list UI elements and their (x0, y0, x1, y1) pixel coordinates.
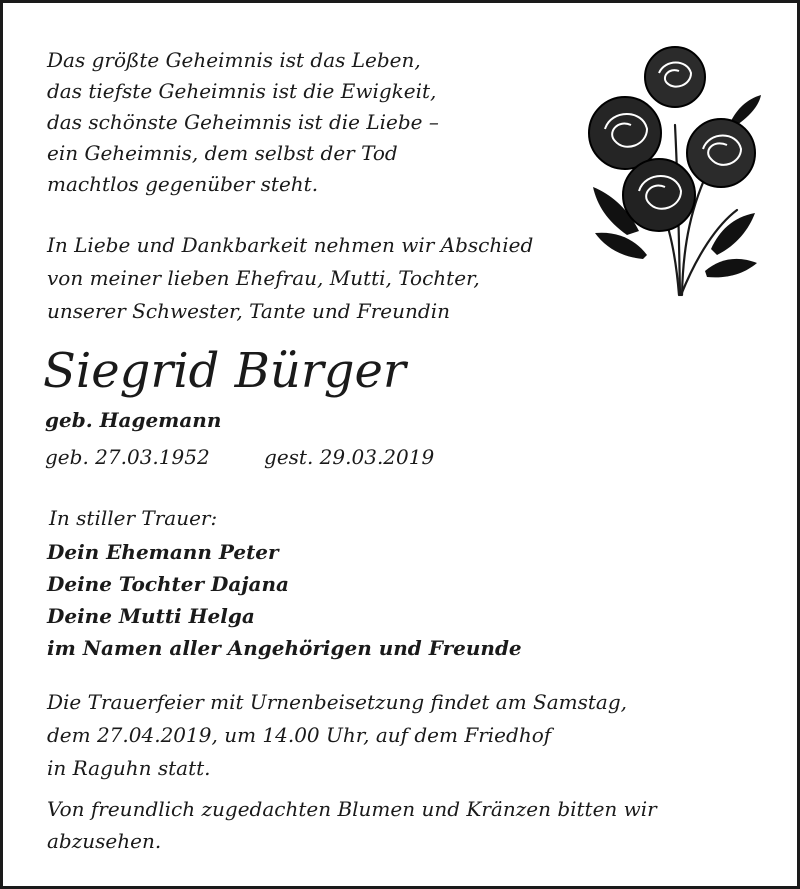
deceased-name: Siegrid Bürger (43, 343, 406, 399)
rose-bouquet-icon (587, 45, 763, 307)
mourner-name: Dein Ehemann Peter (47, 540, 279, 564)
flowers-line: Von freundlich zugedachten Blumen und Kränzen bitten wir (47, 797, 657, 821)
service-line: in Raguhn statt. (47, 756, 211, 780)
intro-line: In Liebe und Dankbarkeit nehmen wir Abschied (47, 233, 534, 257)
poem-line: das tiefste Geheimnis ist die Ewigkeit, (47, 79, 437, 103)
death-date: gest. 29.03.2019 (264, 445, 435, 469)
mourner-name: im Namen aller Angehörigen und Freunde (47, 636, 522, 660)
mourner-name: Deine Tochter Dajana (47, 572, 290, 596)
mourners-label: In stiller Trauer: (49, 506, 218, 530)
poem-line: Das größte Geheimnis ist das Leben, (47, 48, 421, 72)
maiden-name: geb. Hagemann (45, 408, 222, 432)
service-line: dem 27.04.2019, um 14.00 Uhr, auf dem Friedhof (47, 723, 552, 747)
intro-line: unserer Schwester, Tante und Freundin (47, 299, 450, 323)
flowers-line: abzusehen. (47, 829, 162, 853)
poem-line: das schönste Geheimnis ist die Liebe – (47, 110, 439, 134)
birth-date: geb. 27.03.1952 (45, 445, 210, 469)
service-line: Die Trauerfeier mit Urnenbeisetzung findet am Samstag, (47, 690, 627, 714)
intro-text (47, 229, 533, 328)
life-dates (45, 445, 434, 469)
funeral-service-info (47, 686, 627, 785)
mourner-name: Deine Mutti Helga (47, 604, 255, 628)
mourners-list (47, 536, 522, 664)
poem-line: machtlos gegenüber steht. (47, 172, 319, 196)
flowers-request (47, 793, 657, 857)
intro-line: von meiner lieben Ehefrau, Mutti, Tochter, (47, 266, 480, 290)
poem-line: ein Geheimnis, dem selbst der Tod (47, 141, 398, 165)
poem (47, 45, 439, 200)
